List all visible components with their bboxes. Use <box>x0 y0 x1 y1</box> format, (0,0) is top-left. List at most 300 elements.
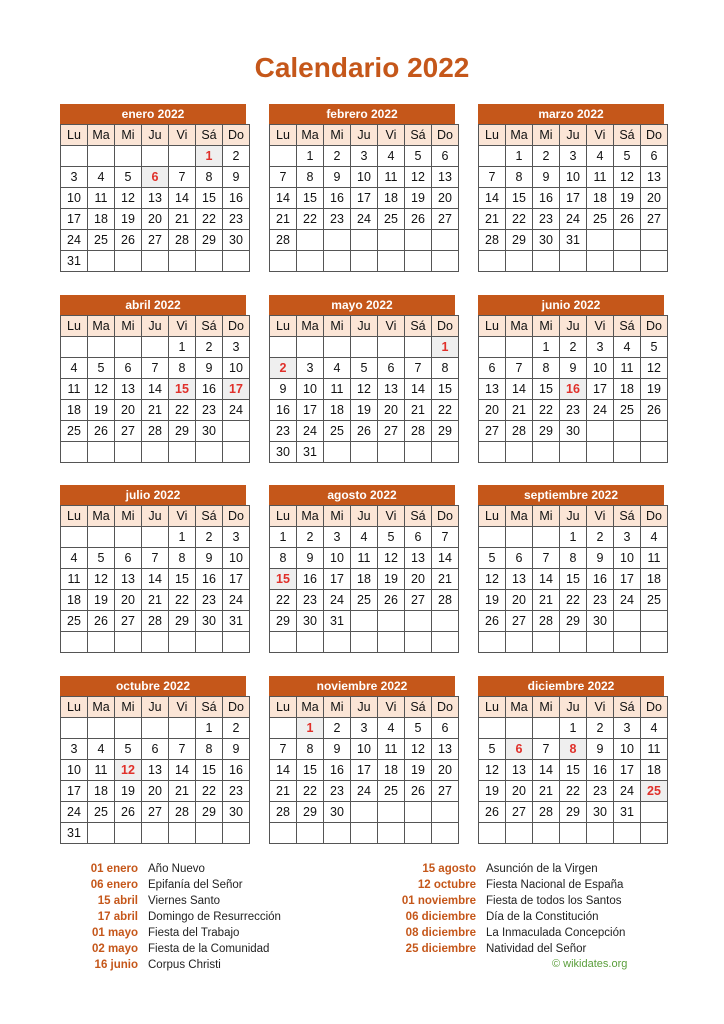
empty-day-cell <box>324 251 351 272</box>
day-cell: 14 <box>479 188 506 209</box>
empty-day-cell <box>533 527 560 548</box>
day-cell: 20 <box>378 400 405 421</box>
weekday-header: Sá <box>405 316 432 337</box>
day-cell: 25 <box>351 590 378 611</box>
empty-day-cell <box>169 823 196 844</box>
weekday-header: Vi <box>587 125 614 146</box>
holiday-name: Año Nuevo <box>148 863 205 875</box>
day-cell: 2 <box>533 146 560 167</box>
day-cell: 18 <box>88 209 115 230</box>
day-cell: 2 <box>324 146 351 167</box>
day-cell: 2 <box>223 146 250 167</box>
day-cell: 25 <box>587 209 614 230</box>
holiday-name: Natividad del Señor <box>486 943 587 955</box>
day-cell: 17 <box>614 760 641 781</box>
day-cell: 30 <box>196 421 223 442</box>
empty-day-cell <box>270 337 297 358</box>
day-cell: 24 <box>351 209 378 230</box>
day-cell: 24 <box>61 802 88 823</box>
holiday-item <box>395 941 625 957</box>
day-cell: 11 <box>88 188 115 209</box>
day-cell: 22 <box>297 781 324 802</box>
day-cell: 25 <box>614 400 641 421</box>
day-cell: 5 <box>479 548 506 569</box>
empty-day-cell <box>587 442 614 463</box>
day-cell: 1 <box>196 718 223 739</box>
weekday-header: Do <box>223 316 250 337</box>
day-cell: 23 <box>324 781 351 802</box>
day-cell: 7 <box>405 358 432 379</box>
day-cell: 20 <box>142 209 169 230</box>
day-cell: 26 <box>405 781 432 802</box>
month-title: mayo 2022 <box>269 295 455 315</box>
day-cell: 22 <box>169 400 196 421</box>
day-cell: 9 <box>560 358 587 379</box>
day-cell: 15 <box>506 188 533 209</box>
empty-day-cell <box>61 442 88 463</box>
day-cell: 16 <box>196 569 223 590</box>
weekday-header: Vi <box>378 506 405 527</box>
holiday-name: Corpus Christi <box>148 959 221 971</box>
month-title: noviembre 2022 <box>269 676 455 696</box>
empty-day-cell <box>142 632 169 653</box>
weekday-header: Do <box>223 125 250 146</box>
empty-day-cell <box>223 421 250 442</box>
weekday-header: Lu <box>479 697 506 718</box>
day-cell: 11 <box>324 379 351 400</box>
weekday-header: Vi <box>587 697 614 718</box>
day-cell: 1 <box>270 527 297 548</box>
day-cell: 3 <box>61 167 88 188</box>
weekday-header: Ju <box>560 506 587 527</box>
day-cell: 23 <box>533 209 560 230</box>
empty-day-cell <box>169 442 196 463</box>
empty-day-cell <box>196 632 223 653</box>
day-cell: 20 <box>432 760 459 781</box>
day-cell: 7 <box>533 739 560 760</box>
day-cell: 31 <box>61 823 88 844</box>
day-cell: 30 <box>196 611 223 632</box>
empty-day-cell <box>378 230 405 251</box>
weekday-header: Sá <box>405 506 432 527</box>
day-cell: 18 <box>378 188 405 209</box>
day-cell: 18 <box>61 400 88 421</box>
day-cell: 13 <box>142 188 169 209</box>
day-cell: 12 <box>405 739 432 760</box>
day-cell: 28 <box>533 611 560 632</box>
day-cell: 21 <box>142 590 169 611</box>
day-cell: 23 <box>196 400 223 421</box>
day-cell: 8 <box>432 358 459 379</box>
weekday-header: Mi <box>115 316 142 337</box>
empty-day-cell <box>641 421 668 442</box>
holiday-day-cell: 8 <box>560 739 587 760</box>
empty-day-cell <box>378 611 405 632</box>
holiday-date: 16 junio <box>94 959 138 971</box>
empty-day-cell <box>614 251 641 272</box>
empty-day-cell <box>641 802 668 823</box>
empty-day-cell <box>378 337 405 358</box>
day-cell: 13 <box>405 548 432 569</box>
day-cell: 12 <box>479 760 506 781</box>
holiday-date: 06 diciembre <box>405 911 476 923</box>
day-cell: 23 <box>270 421 297 442</box>
weekday-header: Ju <box>560 697 587 718</box>
day-cell: 26 <box>405 209 432 230</box>
empty-day-cell <box>169 146 196 167</box>
day-cell: 15 <box>196 188 223 209</box>
day-cell: 16 <box>297 569 324 590</box>
day-cell: 18 <box>641 569 668 590</box>
day-cell: 20 <box>506 781 533 802</box>
weekday-header: Ma <box>88 316 115 337</box>
day-cell: 21 <box>142 400 169 421</box>
empty-day-cell <box>479 442 506 463</box>
empty-day-cell <box>506 823 533 844</box>
day-cell: 9 <box>270 379 297 400</box>
weekday-header: Mi <box>533 125 560 146</box>
empty-day-cell <box>479 823 506 844</box>
day-cell: 15 <box>533 379 560 400</box>
day-cell: 30 <box>324 802 351 823</box>
day-cell: 26 <box>641 400 668 421</box>
empty-day-cell <box>533 823 560 844</box>
day-cell: 2 <box>196 337 223 358</box>
empty-day-cell <box>506 527 533 548</box>
credit[interactable] <box>552 958 627 970</box>
day-cell: 27 <box>142 802 169 823</box>
empty-day-cell <box>324 823 351 844</box>
day-cell: 4 <box>378 718 405 739</box>
day-cell: 29 <box>560 611 587 632</box>
empty-day-cell <box>351 337 378 358</box>
empty-day-cell <box>324 337 351 358</box>
empty-day-cell <box>115 823 142 844</box>
holiday-day-cell: 1 <box>297 718 324 739</box>
empty-day-cell <box>61 337 88 358</box>
day-cell: 29 <box>506 230 533 251</box>
day-cell: 17 <box>351 760 378 781</box>
empty-day-cell <box>88 337 115 358</box>
day-cell: 14 <box>405 379 432 400</box>
day-cell: 30 <box>297 611 324 632</box>
holiday-day-cell: 16 <box>560 379 587 400</box>
day-cell: 11 <box>641 548 668 569</box>
empty-day-cell <box>533 251 560 272</box>
day-cell: 14 <box>533 569 560 590</box>
weekday-header: Sá <box>614 316 641 337</box>
day-cell: 8 <box>533 358 560 379</box>
day-cell: 13 <box>432 167 459 188</box>
weekday-header: Mi <box>533 506 560 527</box>
day-cell: 26 <box>115 802 142 823</box>
empty-day-cell <box>378 632 405 653</box>
day-cell: 11 <box>378 739 405 760</box>
holiday-date: 15 abril <box>97 895 138 907</box>
day-cell: 11 <box>61 569 88 590</box>
day-cell: 5 <box>641 337 668 358</box>
weekday-header: Ju <box>142 506 169 527</box>
empty-day-cell <box>432 230 459 251</box>
empty-day-cell <box>405 802 432 823</box>
weekday-header: Ma <box>297 697 324 718</box>
day-cell: 7 <box>142 358 169 379</box>
day-cell: 13 <box>506 569 533 590</box>
day-cell: 11 <box>587 167 614 188</box>
weekday-header: Lu <box>61 125 88 146</box>
holiday-item <box>395 861 625 877</box>
empty-day-cell <box>614 421 641 442</box>
day-cell: 29 <box>169 611 196 632</box>
day-cell: 7 <box>506 358 533 379</box>
day-cell: 24 <box>297 421 324 442</box>
empty-day-cell <box>587 251 614 272</box>
day-cell: 31 <box>324 611 351 632</box>
day-cell: 3 <box>297 358 324 379</box>
day-cell: 6 <box>405 527 432 548</box>
day-cell: 9 <box>324 739 351 760</box>
day-cell: 14 <box>169 760 196 781</box>
empty-day-cell <box>142 146 169 167</box>
day-cell: 11 <box>351 548 378 569</box>
empty-day-cell <box>432 632 459 653</box>
weekday-header: Do <box>432 316 459 337</box>
weekday-header: Ju <box>560 316 587 337</box>
day-cell: 19 <box>479 590 506 611</box>
empty-day-cell <box>641 611 668 632</box>
day-cell: 1 <box>169 337 196 358</box>
weekday-header: Mi <box>533 316 560 337</box>
day-cell: 9 <box>196 548 223 569</box>
empty-day-cell <box>270 632 297 653</box>
day-cell: 12 <box>351 379 378 400</box>
month-title: julio 2022 <box>60 485 246 505</box>
weekday-header: Ju <box>142 697 169 718</box>
weekday-header: Lu <box>270 316 297 337</box>
day-cell: 29 <box>270 611 297 632</box>
empty-day-cell <box>61 527 88 548</box>
day-cell: 18 <box>61 590 88 611</box>
day-cell: 31 <box>61 251 88 272</box>
month-title: enero 2022 <box>60 104 246 124</box>
day-cell: 28 <box>479 230 506 251</box>
weekday-header: Vi <box>169 125 196 146</box>
weekday-header: Ju <box>351 697 378 718</box>
day-cell: 16 <box>270 400 297 421</box>
empty-day-cell <box>587 230 614 251</box>
day-cell: 5 <box>351 358 378 379</box>
day-cell: 28 <box>142 421 169 442</box>
empty-day-cell <box>560 442 587 463</box>
day-cell: 30 <box>223 802 250 823</box>
empty-day-cell <box>88 251 115 272</box>
day-cell: 16 <box>223 188 250 209</box>
empty-day-cell <box>560 632 587 653</box>
month-calendar <box>60 295 246 463</box>
month-calendar <box>60 104 246 272</box>
holiday-day-cell: 15 <box>169 379 196 400</box>
empty-day-cell <box>115 337 142 358</box>
weekday-header: Lu <box>61 316 88 337</box>
day-cell: 22 <box>560 781 587 802</box>
day-cell: 8 <box>169 358 196 379</box>
day-cell: 8 <box>196 739 223 760</box>
empty-day-cell <box>223 442 250 463</box>
day-cell: 20 <box>506 590 533 611</box>
weekday-header: Vi <box>378 316 405 337</box>
weekday-header: Vi <box>587 506 614 527</box>
day-cell: 17 <box>560 188 587 209</box>
month-title: abril 2022 <box>60 295 246 315</box>
weekday-header: Vi <box>378 125 405 146</box>
day-cell: 5 <box>405 718 432 739</box>
empty-day-cell <box>560 823 587 844</box>
day-cell: 26 <box>479 611 506 632</box>
day-cell: 16 <box>324 760 351 781</box>
day-cell: 4 <box>324 358 351 379</box>
day-cell: 26 <box>378 590 405 611</box>
day-cell: 6 <box>506 548 533 569</box>
empty-day-cell <box>270 823 297 844</box>
day-cell: 24 <box>614 590 641 611</box>
credit-text: wikidates.org <box>563 958 628 970</box>
holiday-name: Epifanía del Señor <box>148 879 243 891</box>
day-cell: 13 <box>115 379 142 400</box>
empty-day-cell <box>115 718 142 739</box>
empty-day-cell <box>61 718 88 739</box>
day-cell: 27 <box>115 421 142 442</box>
empty-day-cell <box>115 251 142 272</box>
day-cell: 22 <box>297 209 324 230</box>
day-cell: 11 <box>614 358 641 379</box>
month-title: marzo 2022 <box>478 104 664 124</box>
day-cell: 4 <box>351 527 378 548</box>
day-cell: 2 <box>560 337 587 358</box>
day-cell: 2 <box>587 527 614 548</box>
day-cell: 1 <box>506 146 533 167</box>
day-cell: 28 <box>405 421 432 442</box>
day-cell: 26 <box>351 421 378 442</box>
empty-day-cell <box>533 718 560 739</box>
holiday-date: 06 enero <box>90 879 138 891</box>
weekday-header: Sá <box>196 316 223 337</box>
empty-day-cell <box>196 251 223 272</box>
day-cell: 30 <box>223 230 250 251</box>
empty-day-cell <box>142 527 169 548</box>
day-cell: 29 <box>560 802 587 823</box>
day-cell: 12 <box>405 167 432 188</box>
day-cell: 4 <box>587 146 614 167</box>
weekday-header: Sá <box>614 125 641 146</box>
holiday-item <box>60 925 281 941</box>
month-title: octubre 2022 <box>60 676 246 696</box>
day-cell: 3 <box>614 527 641 548</box>
day-cell: 30 <box>533 230 560 251</box>
weekday-header: Do <box>432 506 459 527</box>
day-cell: 27 <box>142 230 169 251</box>
day-cell: 20 <box>115 400 142 421</box>
weekday-header: Lu <box>479 316 506 337</box>
day-cell: 27 <box>115 611 142 632</box>
empty-day-cell <box>142 251 169 272</box>
day-cell: 2 <box>196 527 223 548</box>
day-cell: 22 <box>533 400 560 421</box>
weekday-header: Ma <box>506 506 533 527</box>
empty-day-cell <box>641 823 668 844</box>
weekday-header: Do <box>641 316 668 337</box>
empty-day-cell <box>351 230 378 251</box>
empty-day-cell <box>432 823 459 844</box>
weekday-header: Sá <box>196 697 223 718</box>
day-cell: 8 <box>169 548 196 569</box>
empty-day-cell <box>405 823 432 844</box>
day-cell: 19 <box>405 188 432 209</box>
day-cell: 28 <box>506 421 533 442</box>
day-cell: 17 <box>614 569 641 590</box>
empty-day-cell <box>351 611 378 632</box>
day-cell: 3 <box>324 527 351 548</box>
day-cell: 14 <box>270 760 297 781</box>
day-cell: 12 <box>641 358 668 379</box>
weekday-header: Sá <box>196 506 223 527</box>
empty-day-cell <box>378 442 405 463</box>
empty-day-cell <box>223 632 250 653</box>
day-cell: 9 <box>587 548 614 569</box>
day-cell: 19 <box>115 781 142 802</box>
empty-day-cell <box>479 251 506 272</box>
day-cell: 18 <box>378 760 405 781</box>
day-cell: 20 <box>479 400 506 421</box>
day-cell: 24 <box>614 781 641 802</box>
day-cell: 22 <box>169 590 196 611</box>
empty-day-cell <box>405 251 432 272</box>
empty-day-cell <box>270 251 297 272</box>
empty-day-cell <box>506 442 533 463</box>
day-cell: 29 <box>196 230 223 251</box>
day-cell: 12 <box>88 569 115 590</box>
empty-day-cell <box>378 251 405 272</box>
day-cell: 13 <box>641 167 668 188</box>
weekday-header: Mi <box>115 125 142 146</box>
weekday-header: Mi <box>115 697 142 718</box>
empty-day-cell <box>641 442 668 463</box>
day-cell: 5 <box>115 167 142 188</box>
day-cell: 10 <box>587 358 614 379</box>
day-cell: 4 <box>61 358 88 379</box>
day-cell: 1 <box>297 146 324 167</box>
day-cell: 30 <box>587 802 614 823</box>
day-cell: 10 <box>61 760 88 781</box>
holiday-date: 17 abril <box>97 911 138 923</box>
month-calendar <box>478 104 664 272</box>
holiday-date: 15 agosto <box>422 863 476 875</box>
empty-day-cell <box>533 442 560 463</box>
weekday-header: Lu <box>479 506 506 527</box>
day-cell: 19 <box>378 569 405 590</box>
day-cell: 11 <box>61 379 88 400</box>
day-cell: 21 <box>405 400 432 421</box>
day-cell: 16 <box>587 569 614 590</box>
day-cell: 25 <box>641 590 668 611</box>
day-cell: 19 <box>115 209 142 230</box>
day-cell: 10 <box>223 358 250 379</box>
day-cell: 3 <box>351 718 378 739</box>
empty-day-cell <box>614 632 641 653</box>
day-cell: 12 <box>614 167 641 188</box>
day-cell: 17 <box>297 400 324 421</box>
day-cell: 13 <box>115 569 142 590</box>
holiday-name: Fiesta Nacional de España <box>486 879 624 891</box>
